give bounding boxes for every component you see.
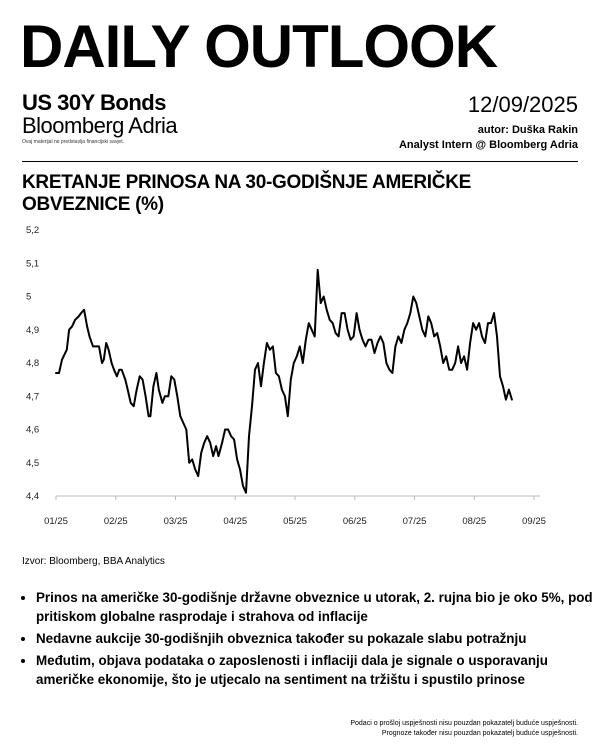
disclaimer: Ovaj materijal ne predstavlja financijski savjet. — [22, 139, 124, 145]
y-tick-label: 4,7 — [26, 391, 40, 403]
x-tick-label: 03/25 — [163, 516, 188, 527]
divider — [22, 161, 578, 162]
x-tick-label: 05/25 — [283, 516, 307, 527]
page-title: DAILY OUTLOOK — [20, 13, 498, 80]
source-note: Izvor: Bloomberg, BBA Analytics — [22, 556, 165, 567]
author-role: Analyst Intern @ Bloomberg Adria — [398, 139, 578, 151]
bullet-list — [18, 588, 600, 692]
y-tick-label: 5,2 — [26, 225, 40, 236]
y-tick-label: 4,9 — [26, 324, 40, 336]
footer-note: Prognoze također nisu pouzdan pokazatelj buduće uspješnosti. — [381, 730, 578, 737]
x-tick-label: 04/25 — [223, 516, 248, 527]
x-tick-label: 07/25 — [402, 516, 427, 527]
x-tick-label: 09/25 — [522, 516, 546, 527]
y-tick-label: 4,4 — [26, 491, 40, 502]
footer-note: Podaci o prošloj uspješnosti nisu pouzdan pokazatelj buduće uspješnosti. — [350, 720, 578, 727]
chart-title: KRETANJE PRINOSA NA 30-GODIŠNJE AMERIČKE OBVEZNICE (%) — [22, 172, 471, 215]
x-tick-label: 02/25 — [103, 516, 128, 527]
y-axis — [26, 225, 39, 502]
x-axis — [44, 496, 546, 527]
y-tick-label: 4,8 — [26, 358, 40, 369]
y-tick-label: 5 — [26, 291, 32, 303]
x-tick-label: 08/25 — [462, 516, 487, 527]
x-tick-label: 01/25 — [44, 516, 68, 527]
bullet-item: • Međutim, objava podataka o zaposlenosti i inflaciji dala je signale o usporavanju američke ekonomije, što je utjecalo na sentiment na tržištu i spustilo prinose — [36, 651, 600, 689]
series-line — [56, 270, 512, 493]
y-tick-label: 4,5 — [26, 457, 40, 469]
author: autor: Duška Rakin — [477, 124, 578, 136]
bullet-item: • Nedavne aukcije 30-godišnjih obveznica također su pokazale slabu potražnju — [36, 629, 600, 648]
y-tick-label: 4,6 — [26, 424, 40, 436]
y-tick-label: 5,1 — [26, 258, 40, 270]
x-tick-label: 06/25 — [342, 516, 367, 527]
series-group — [56, 270, 512, 493]
instrument-name: US 30Y Bonds — [22, 90, 166, 115]
brand-name: Bloomberg Adria — [22, 113, 178, 138]
report-date: 12/09/2025 — [467, 92, 578, 117]
yield-line-chart — [0, 220, 600, 540]
bullet-item: • Prinos na američke 30-godišnje državne obveznice u utorak, 2. rujna bio je oko 5%, pod pritiskom globalne rasprodaje i strahova od inflacije — [36, 588, 600, 626]
